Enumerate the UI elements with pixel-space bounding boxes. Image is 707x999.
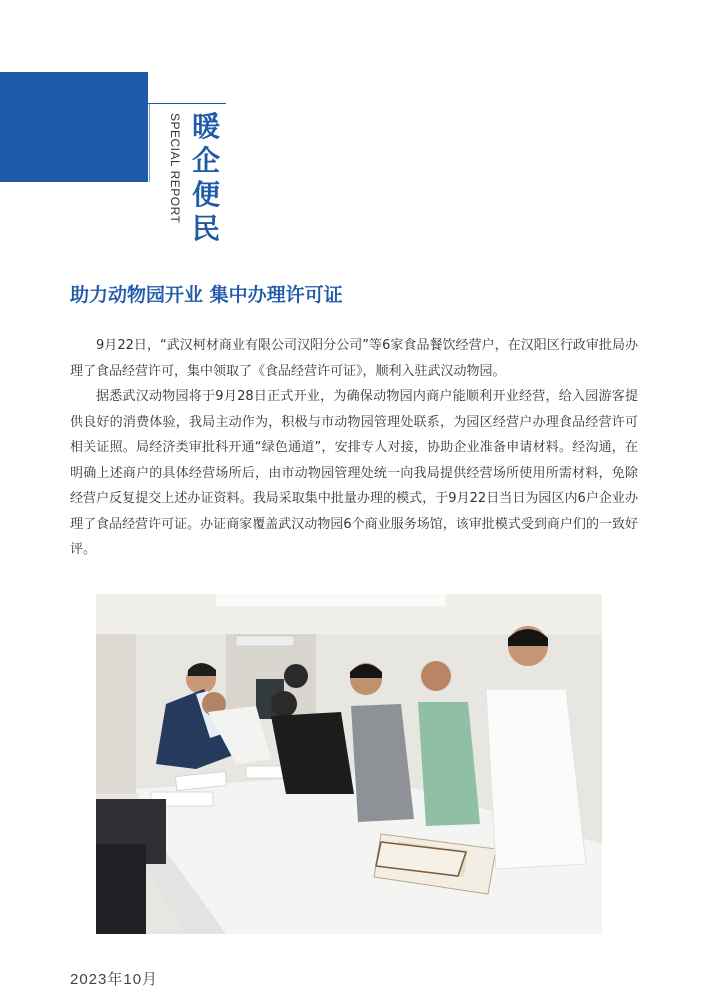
section-title: 暖企便民 <box>191 110 220 245</box>
issue-date: 2023年10月 <box>70 971 159 988</box>
paragraph-1: 9月22日，“武汉柯材商业有限公司汉阳分公司”等6家食品餐饮经营户，在汉阳区行政审批局办理了食品经营许可，集中领取了《食品经营许可证》，顺利入驻武汉动物园。 <box>70 338 638 379</box>
header-rule <box>148 103 226 104</box>
article-photo <box>96 594 602 934</box>
paragraph-2: 据悉武汉动物园将于9月28日正式开业，为确保动物园内商户能顺利开业经营，给入园游客提供良好的消费体验，我局主动作为，积极与市动物园管理处联系，为园区经营户办理食品经营许可相关证照。局经济类审批科开通“绿色通道”，安排专人对接，协助企业准备申请材料。经沟通，在明确上述商户的具体经营场所后，由市动物园管理处统一向我局提供经营场所使用所需材料，免除经营户反复提交上述办证资料。我局采取集中批量办理的模式，于9月22日当日为园区内6户企业办理了食品经营许可证。办证商家覆盖武汉动物园6个商业服务场馆，该审批模式受到商户们的一致好评。 <box>70 389 638 557</box>
article-body <box>70 333 638 563</box>
header-color-block <box>0 72 148 182</box>
section-subtitle: SPECIAL REPORT <box>168 113 182 224</box>
service-hall-photo <box>96 594 602 934</box>
header-vertical-divider <box>149 104 150 182</box>
article-title: 助力动物园开业 集中办理许可证 <box>70 284 343 306</box>
